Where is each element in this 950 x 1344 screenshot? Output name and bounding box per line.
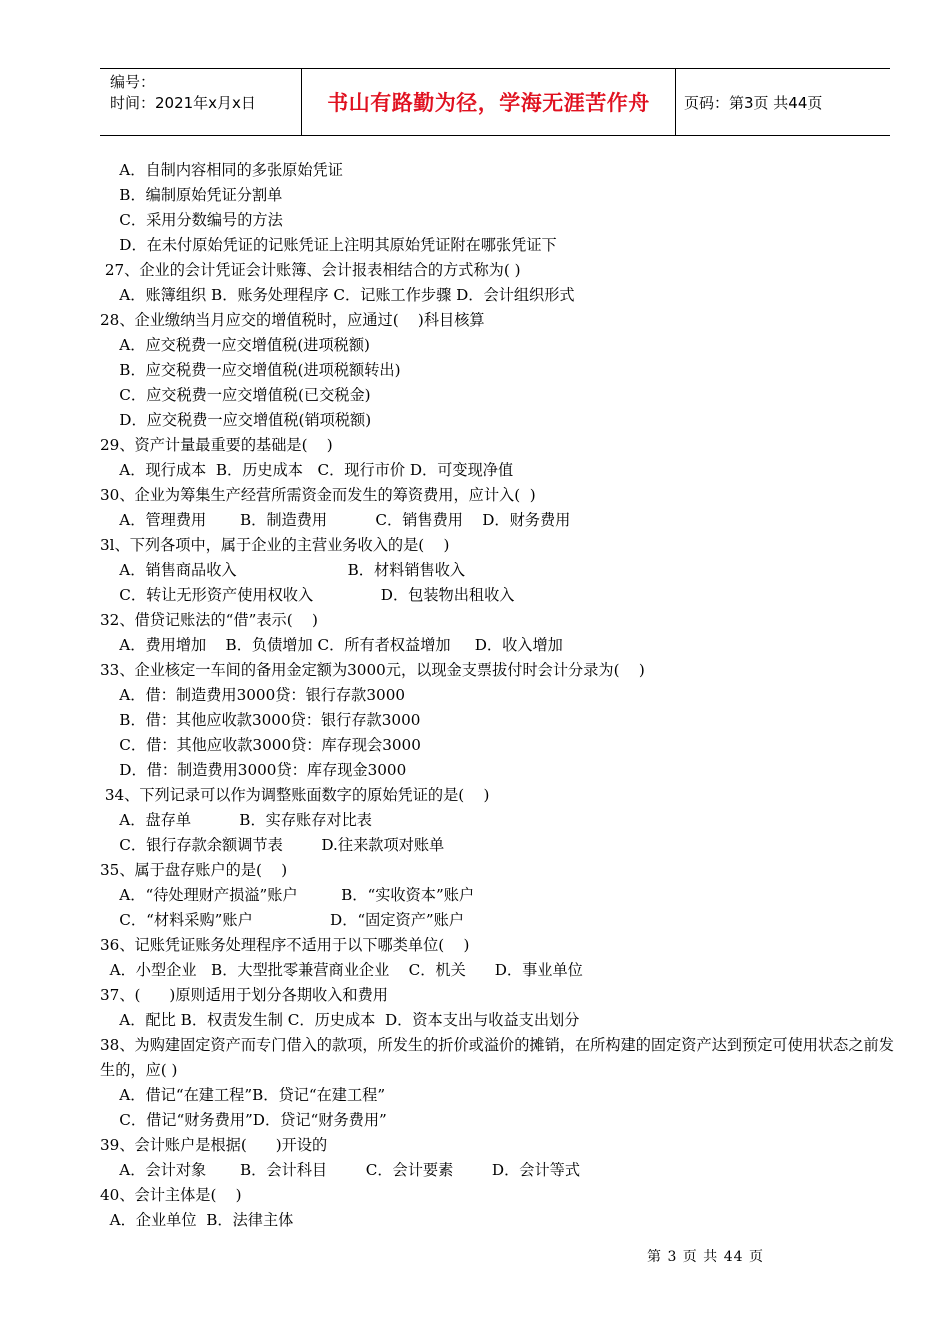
text-line: D．应交税费一应交增值税(销项税额) [100,411,372,429]
header-motto-cell [302,69,676,135]
page-header [100,68,890,136]
text-line: A．管理费用 B．制造费用 C．销售费用 D．财务费用 [100,511,571,529]
text-line: 30、企业为筹集生产经营所需资金而发生的筹资费用，应计入( ) [100,486,536,504]
text-line: 33、企业核定一车间的备用金定额为3000元，以现金支票拔付时会计分录为( ) [100,661,645,679]
text-line: D．在未付原始凭证的记账凭证上注明其原始凭证附在哪张凭证下 [100,236,557,254]
text-line: B．编制原始凭证分割单 [100,186,283,204]
text-line: D．借：制造费用3000贷：库存现金3000 [100,761,407,779]
text-line: A．会计对象 B．会计科目 C．会计要素 D．会计等式 [100,1161,581,1179]
text-line: A．账簿组织 B．账务处理程序 C．记账工作步骤 D．会计组织形式 [100,286,575,304]
text-line: A．配比 B．权责发生制 C．历史成本 D．资本支出与收益支出划分 [100,1011,580,1029]
text-line: A．企业单位 B．法律主体 [100,1211,294,1229]
header-page-info: 页码：第3页 共44页 [684,93,823,112]
text-line: A．“待处理财产损溢”账户 B．“实收资本”账户 [100,886,475,904]
header-page-cell [676,69,890,135]
text-line: A．费用增加 B．负债增加 C．所有者权益增加 D．收入增加 [100,636,563,654]
text-line: 39、会计账户是根据( )开设的 [100,1136,328,1154]
text-line: A．销售商品收入 B．材料销售收入 [100,561,466,579]
text-line: B．应交税费一应交增值税(进项税额转出) [100,361,401,379]
text-line: 37、( )原则适用于划分各期收入和费用 [100,986,388,1004]
text-line: 36、记账凭证账务处理程序不适用于以下哪类单位( ) [100,936,470,954]
text-line: A．自制内容相同的多张原始凭证 [100,161,343,179]
text-line: 28、企业缴纳当月应交的增值税时，应通过( )科目核算 [100,311,485,329]
text-line: 34、下列记录可以作为调整账面数字的原始凭证的是( ) [100,786,490,804]
text-line: A．盘存单 B．实存账存对比表 [100,811,372,829]
text-line: 38、为购建固定资产而专门借入的款项，所发生的折价或溢价的摊销，在所构建的固定资产达到预定可使用状态之前发生的，应( ) [100,1036,894,1079]
text-line: C．应交税费一应交增值税(已交税金) [100,386,371,404]
text-line: C．借记“财务费用”D．贷记“财务费用” [100,1111,387,1129]
text-line: C．“材料采购”账户 D．“固定资产”账户 [100,911,465,929]
text-line: C．银行存款余额调节表 D.往来款项对账单 [100,836,445,854]
text-line: 29、资产计量最重要的基础是( ) [100,436,333,454]
text-line: A．小型企业 B．大型批零兼营商业企业 C．机关 D．事业单位 [100,961,583,979]
text-line: 27、企业的会计凭证会计账簿、会计报表相结合的方式称为( ) [100,261,521,279]
text-line: C．借：其他应收款3000贷：库存现会3000 [100,736,421,754]
page-footer: 第 3 页 共 44 页 [647,1249,764,1265]
text-line: A．应交税费一应交增值税(进项税额) [100,336,370,354]
text-line: C．转让无形资产使用权收入 D．包装物出租收入 [100,586,515,604]
text-line: 40、会计主体是( ) [100,1186,242,1204]
document-body [100,158,895,1233]
header-motto: 书山有路勤为径，学海无涯苦作舟 [327,91,650,115]
text-line: 3l、下列各项中，属于企业的主营业务收入的是( ) [100,536,450,554]
text-line: C．采用分数编号的方法 [100,211,283,229]
header-number: 编号： [110,73,156,91]
text-line: A．现行成本 B．历史成本 C．现行市价 D．可变现净值 [100,461,514,479]
text-line: B．借：其他应收款3000贷：银行存款3000 [100,711,421,729]
header-meta [100,69,302,135]
text-line: 35、属于盘存账户的是( ) [100,861,288,879]
text-line: 32、借贷记账法的“借”表示( ) [100,611,318,629]
text-line: A．借：制造费用3000贷：银行存款3000 [100,686,406,704]
text-line: A．借记“在建工程”B．贷记“在建工程” [100,1086,386,1104]
header-date: 时间：2021年x月x日 [110,94,256,112]
